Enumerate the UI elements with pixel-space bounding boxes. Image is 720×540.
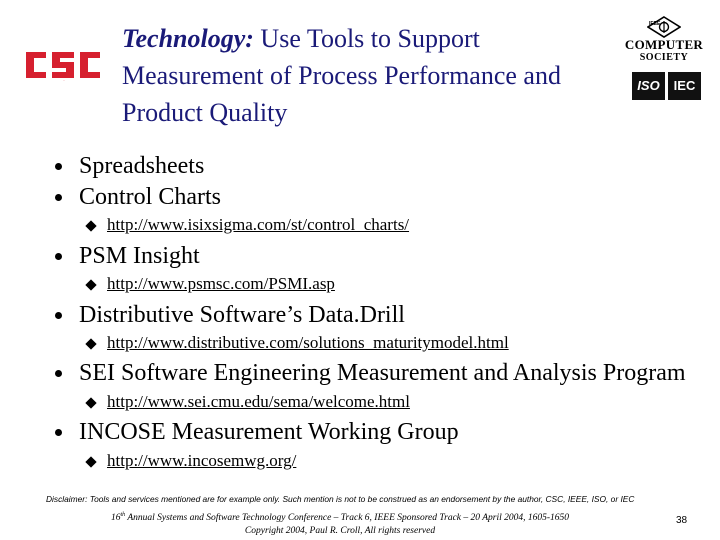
link-incose[interactable]: http://www.incosemwg.org/ xyxy=(107,451,297,470)
bullet-dot-icon xyxy=(55,253,62,260)
title-line2: Measurement of Process Performance and xyxy=(122,61,561,90)
iso-logo: ISO xyxy=(632,72,665,100)
bullet-diamond-icon xyxy=(85,279,96,290)
bullet-diamond-icon xyxy=(85,220,96,231)
page-number: 38 xyxy=(676,515,688,526)
title-emphasis: Technology: xyxy=(122,24,254,53)
title-line3: Product Quality xyxy=(122,98,288,127)
link-isixsigma[interactable]: http://www.isixsigma.com/st/control_charts/ xyxy=(107,215,410,234)
link-psmsc[interactable]: http://www.psmsc.com/PSMI.asp xyxy=(107,274,335,293)
bullet-diamond-icon xyxy=(85,456,96,467)
bullet-control-charts: Control Charts xyxy=(79,184,221,210)
title-line1-rest: Use Tools to Support xyxy=(253,24,480,53)
computer-society-line1: COMPUTER xyxy=(624,37,704,52)
link-sei[interactable]: http://www.sei.cmu.edu/sema/welcome.html xyxy=(107,392,410,411)
bullet-psm-insight: PSM Insight xyxy=(79,243,200,269)
bullet-diamond-icon xyxy=(85,338,96,349)
bullet-distributive: Distributive Software’s Data.Drill xyxy=(79,302,405,328)
svg-text:IEEE: IEEE xyxy=(649,21,661,27)
disclaimer: Disclaimer: Tools and services mentioned are for example only. Such mention is not to be construed as an endorsement by the author, CSC, IEEE, ISO, or IEC xyxy=(46,494,635,504)
bullet-dot-icon xyxy=(55,370,62,377)
bullet-dot-icon xyxy=(55,163,62,170)
bullet-sei: SEI Software Engineering Measurement and Analysis Program xyxy=(79,360,686,386)
svg-text:CSC: CSC xyxy=(63,81,65,82)
bullet-spreadsheets: Spreadsheets xyxy=(79,153,205,179)
copyright: Copyright 2004, Paul R. Croll, All rights reserved xyxy=(244,526,436,536)
computer-society-line2: SOCIETY xyxy=(639,52,689,63)
bullet-dot-icon xyxy=(55,312,62,319)
conference-footer: 16th Annual Systems and Software Technology Conference – Track 6, IEEE Sponsored Track – 20 April 2004, 1605-1650 Copyright 2004, Paul R. Croll, All rights reserved xyxy=(100,509,580,538)
bullet-incose: INCOSE Measurement Working Group xyxy=(79,419,459,445)
bullet-diamond-icon xyxy=(85,397,96,408)
bullet-dot-icon xyxy=(55,429,62,436)
link-distributive[interactable]: http://www.distributive.com/solutions_maturitymodel.html xyxy=(107,333,509,352)
bullet-dot-icon xyxy=(55,194,62,201)
iec-logo: IEC xyxy=(668,72,701,100)
